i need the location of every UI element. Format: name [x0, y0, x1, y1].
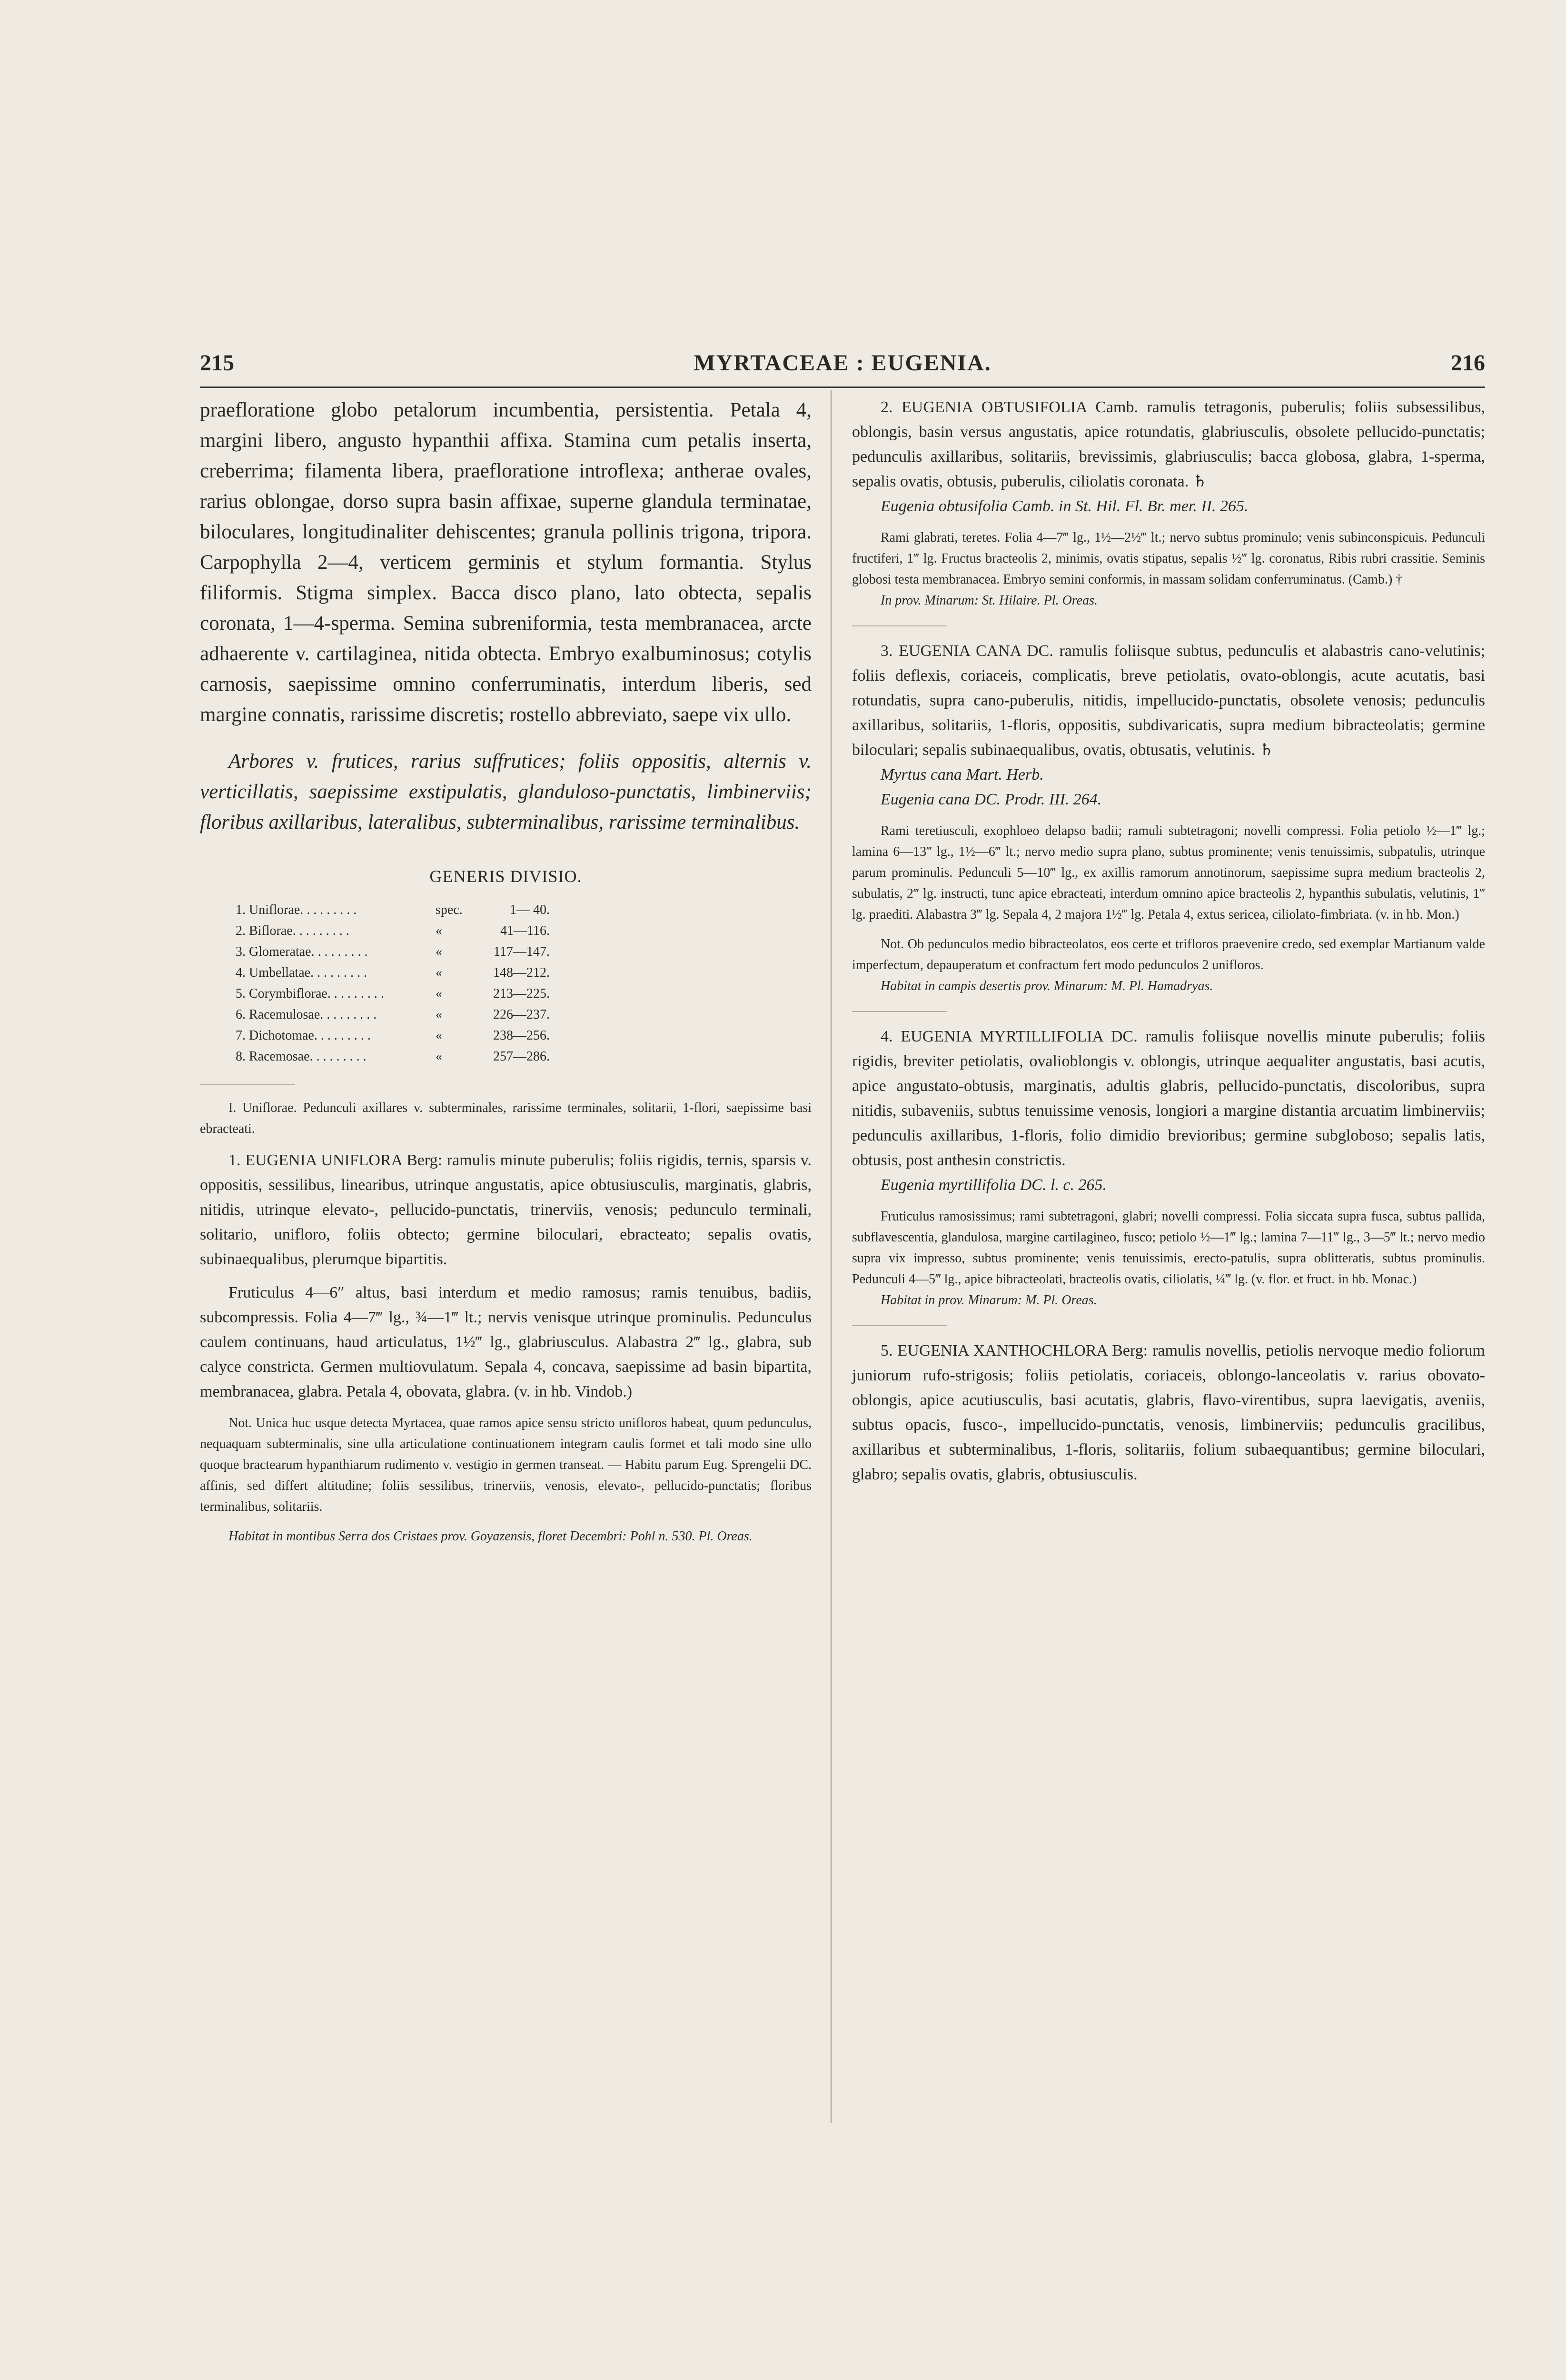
- left-page-number: 215: [200, 350, 234, 376]
- divisio-spec-marker: «: [436, 986, 442, 1001]
- divisio-range: 213—225.: [493, 986, 550, 1001]
- species-5-diagnosis: 5. EUGENIA XANTHOCHLORA Berg: ramulis novellis, petiolis nervoque medio foliorum juniorum rufo-strigosis; foliis petiolatis, coriaceis, oblongo-lanceolatis v. rarius obovato-oblongis, apice acutiusculis, basi acutatis, glabris, flavo-virentibus, supra laevigatis, aveniis, subtus opacis, fusco-, impellucido-punctatis, venosis, limbinerviis; pedunculis gracilibus, axillaribus et subterminalibus, 1-floris, solitariis, folium subaequantibus; germine biloculari, glabro; sepalis ovatis, glabris, obtusiusculis.: [852, 1342, 1485, 1483]
- divisio-range: 257—286.: [493, 1049, 550, 1064]
- species-1-habitat: Habitat in montibus Serra dos Cristaes prov. Goyazensis, floret Decembri: Pohl n. 530. Pl. Oreas.: [228, 1529, 753, 1544]
- divisio-section-name: 5. Corymbiflorae. . . . . . . . .: [236, 986, 384, 1001]
- left-column: [200, 395, 812, 1547]
- divisio-section-name: 3. Glomeratae. . . . . . . . .: [236, 944, 368, 959]
- running-head: [200, 350, 1485, 383]
- divisio-spec-marker: «: [436, 965, 442, 980]
- header-rule: [200, 387, 1485, 388]
- species-2-description: Rami glabrati, teretes. Folia 4—7‴ lg., 1½—2½‴ lt.; nervo subtus prominulo; venis subinconspicuis. Pedunculi fructiferi, 1‴ lg. Fructus bracteolis 2, minimis, ovatis stipatus, sepalis ½‴ lg. coronatus, Ribis rubri crassitie. Seminis globosi testa membranacea. Embryo semini conformis, in massam solidam conferruminatus. (Camb.) †: [852, 530, 1485, 587]
- divisio-section-name: 8. Racemosae. . . . . . . . .: [236, 1049, 367, 1064]
- divisio-section-name: 7. Dichotomae. . . . . . . . .: [236, 1028, 371, 1043]
- divisio-table: [236, 902, 550, 1070]
- divisio-row: [236, 1028, 550, 1049]
- species-2-habitat: In prov. Minarum: St. Hilaire. Pl. Oreas.: [881, 593, 1098, 608]
- species-2-synonym: Eugenia obtusifolia Camb. in St. Hil. Fl. Br. mer. II. 265.: [881, 497, 1249, 515]
- divisio-spec-marker: «: [436, 1007, 442, 1022]
- divisio-row: [236, 902, 550, 923]
- species-3-synonym-2: Eugenia cana DC. Prodr. III. 264.: [881, 791, 1102, 808]
- species-1-note: Not. Unica huc usque detecta Myrtacea, quae ramos apice sensu stricto unifloros habeat, quum pedunculus, nequaquam subterminalis, sine ulla articulatione continuationem integram caulis formet et tali modo sine ullo quoque bractearum hypanthiarum rudimento v. vestigio in germen transeat. — Habitu parum Eug. Sprengelii DC. affinis, sed differt altitudine; foliis sessilibus, trinerviis, venosis, elevato-, pellucido-punctatis; floribus terminalibus, solitariis.: [200, 1416, 812, 1514]
- species-2-diagnosis: 2. EUGENIA OBTUSIFOLIA Camb. ramulis tetragonis, puberulis; foliis subsessilibus, oblongis, basin versus angustatis, apice rotundatis, glabriusculis, obsolete pellucido-punctatis; pedunculis axillaribus, solitariis, brevissimis, glabriusculis; bacca globosa, glabra, 1-sperma, sepalis ovatis, obtusis, puberulis, ciliolatis coronata. ♄: [852, 398, 1485, 490]
- divisio-row: [236, 944, 550, 965]
- column-divider: [831, 390, 832, 2123]
- species-3-description: Rami teretiusculi, exophloeo delapso badii; ramuli subtetragoni; novelli compressi. Folia petiolo ½—1‴ lg.; lamina 6—13‴ lg., 1½—6‴ lt.; nervo medio supra plano, subtus prominente; venis tenuissimis, subpatulis, utrinque parum prominulis. Pedunculi 5—10‴ lg., ex axillis ramorum annotinorum, saepissime supra medium bracteolis 2, subulatis, 2‴ lg. instructi, tunc apice ebracteati, interdum omnino apice bracteolis 2, hypanthis subulatis, velutinis, 1‴ lg. praediti. Alabastra 3‴ lg. Sepala 4, 2 majora 1½‴ lg. Petala 4, extus sericea, ciliolato-fimbriata. (v. in hb. Mon.): [852, 823, 1485, 922]
- divisio-section-name: 1. Uniflorae. . . . . . . . .: [236, 902, 357, 917]
- species-3-habitat: Habitat in campis desertis prov. Minarum: M. Pl. Hamadryas.: [881, 979, 1213, 993]
- species-1-description: Fruticulus 4—6″ altus, basi interdum et medio ramosus; ramis tenuibus, badiis, subcompressis. Folia 4—7‴ lg., ¾—1‴ lt.; nervis venisque utrinque prominulis. Pedunculus caulem continuans, haud articulatus, 1½‴ lg., glabriusculus. Alabastra 2‴ lg., glabra, sub calyce constricta. Germen multiovulatum. Sepala 4, concava, saepissime ad basin bipartita, membranacea, glabra. Petala 4, obovata, glabra. (v. in hb. Vindob.): [200, 1284, 812, 1400]
- divisio-spec-marker: «: [436, 923, 442, 938]
- genus-habit: Arbores v. frutices, rarius suffrutices; foliis oppositis, alternis v. verticillatis, saepissime exstipulatis, glanduloso-punctatis, limbinerviis; floribus axillaribus, lateralibus, subterminalibus, rarissime terminalibus.: [200, 750, 812, 833]
- divisio-range: 226—237.: [493, 1007, 550, 1022]
- divisio-spec-marker: «: [436, 1049, 442, 1064]
- species-4-diagnosis: 4. EUGENIA MYRTILLIFOLIA DC. ramulis foliisque novellis minute puberulis; foliis rigidis, breviter petiolatis, ovalioblongis v. oblongis, utrinque aequaliter angustatis, basi acutis, apice angustato-obtusis, marginatis, adultis glabris, pellucido-punctatis, discoloribus, supra nitidis, subaveniis, subtus tenuissime venosis, longiori a margine distantia arcuatim limbinerviis; pedunculis axillaribus, 1-floris, folio dimidio brevioribus; germine subgloboso; sepalis latis, obtusis, post anthesin constrictis.: [852, 1028, 1485, 1169]
- divisio-section-name: 2. Biflorae. . . . . . . . .: [236, 923, 349, 938]
- divisio-range: 148—212.: [493, 965, 550, 980]
- section-uniflorae: I. Uniflorae. Pedunculi axillares v. subterminales, rarissime terminales, solitarii, 1-flori, saepissime basi ebracteati.: [200, 1101, 812, 1136]
- divisio-spec-marker: spec.: [436, 902, 463, 917]
- divisio-row: [236, 986, 550, 1007]
- species-3-note: Not. Ob pedunculos medio bibracteolatos, eos certe et trifloros praevenire credo, sed exemplar Martianum valde imperfectum, depauperatum et confractum fert modo pedunculos 2 unifloros.: [852, 937, 1485, 972]
- divisio-spec-marker: «: [436, 1028, 442, 1043]
- generis-divisio-title: GENERIS DIVISIO.: [429, 867, 582, 886]
- divisio-range: 117—147.: [494, 944, 550, 959]
- species-4-habitat: Habitat in prov. Minarum: M. Pl. Oreas.: [881, 1293, 1097, 1308]
- species-4-synonym: Eugenia myrtillifolia DC. l. c. 265.: [881, 1176, 1107, 1194]
- divisio-spec-marker: «: [436, 944, 442, 959]
- section-separator: [200, 1084, 295, 1085]
- divisio-row: [236, 1049, 550, 1070]
- divisio-row: [236, 1007, 550, 1028]
- species-1-diagnosis: 1. EUGENIA UNIFLORA Berg: ramulis minute puberulis; foliis rigidis, ternis, sparsis v. oppositis, sessilibus, linearibus, utrinque angustatis, apice obtusiusculis, marginatis, glabris, nitidis, utrinque elevato-, pellucido-punctatis, trinerviis, venosis; pedunculo terminali, solitario, unifloro, foliis obtecto; germine biloculari, ebracteato; sepalis ovatis, subinaequalibus, plerumque bipartitis.: [200, 1151, 812, 1268]
- species-separator: [852, 625, 947, 626]
- divisio-section-name: 6. Racemulosae. . . . . . . . .: [236, 1007, 377, 1022]
- species-separator: [852, 1011, 947, 1012]
- divisio-range: 41—116.: [500, 923, 550, 938]
- species-3-synonym-1: Myrtus cana Mart. Herb.: [881, 766, 1044, 783]
- divisio-section-name: 4. Umbellatae. . . . . . . . .: [236, 965, 367, 980]
- species-separator: [852, 1325, 947, 1326]
- running-title: MYRTACEAE : EUGENIA.: [694, 350, 991, 376]
- divisio-row: [236, 923, 550, 944]
- divisio-range: 1— 40.: [510, 902, 550, 917]
- genus-description: praefloratione globo petalorum incumbentia, persistentia. Petala 4, margini libero, angusto hypanthii affixa. Stamina cum petalis inserta, creberrima; filamenta libera, praefloratione introflexa; antherae ovales, rarius oblongae, dorso supra basin affixae, superne glandula terminatae, biloculares, longitudinaliter dehiscentes; granula pollinis trigona, tripora. Carpophylla 2—4, verticem germinis et stylum formantia. Stylus filiformis. Stigma simplex. Bacca disco plano, lato obtecta, sepalis coronata, 1—4-sperma. Semina subreniformia, testa membranacea, arcte adhaerente v. cartilaginea, nitida obtecta. Embryo exalbuminosus; cotylis carnosis, saepissime omnino conferruminatis, interdum liberis, sed margine connatis, rarissime discretis; rostello abbreviato, saepe vix ullo.: [200, 399, 812, 726]
- species-4-description: Fruticulus ramosissimus; rami subtetragoni, glabri; novelli compressi. Folia siccata supra fusca, subtus pallida, subflavescentia, glandulosa, margine cartilagineo, fusco; petiolo ½—1‴ lg.; lamina 7—11‴ lg., 3—5‴ lt.; nervo medio supra vix impresso, subtus prominente; venis tenuissimis, erecto-patulis, supra oblitteratis, subtus prominulis. Pedunculi 4—5‴ lg., apice bibracteolati, bracteolis ovatis, ciliolatis, ¼‴ lg. (v. flor. et fruct. in hb. Monac.): [852, 1209, 1485, 1287]
- divisio-row: [236, 965, 550, 986]
- right-page-number: 216: [1451, 350, 1485, 376]
- species-3-diagnosis: 3. EUGENIA CANA DC. ramulis foliisque subtus, pedunculis et alabastris cano-velutinis; foliis deflexis, coriaceis, complicatis, breve petiolatis, ovato-oblongis, acute acutatis, basi rotundatis, supra cano-puberulis, nitidis, impellucido-punctatis, obsolete venosis; pedunculis axillaribus, solitariis, 1-floris, oppositis, subdivaricatis, supra medium bibracteolatis; germine biloculari; sepalis subinaequalibus, ovatis, obtusatis, velutinis. ♄: [852, 642, 1485, 759]
- right-column: [852, 395, 1485, 1487]
- divisio-range: 238—256.: [493, 1028, 550, 1043]
